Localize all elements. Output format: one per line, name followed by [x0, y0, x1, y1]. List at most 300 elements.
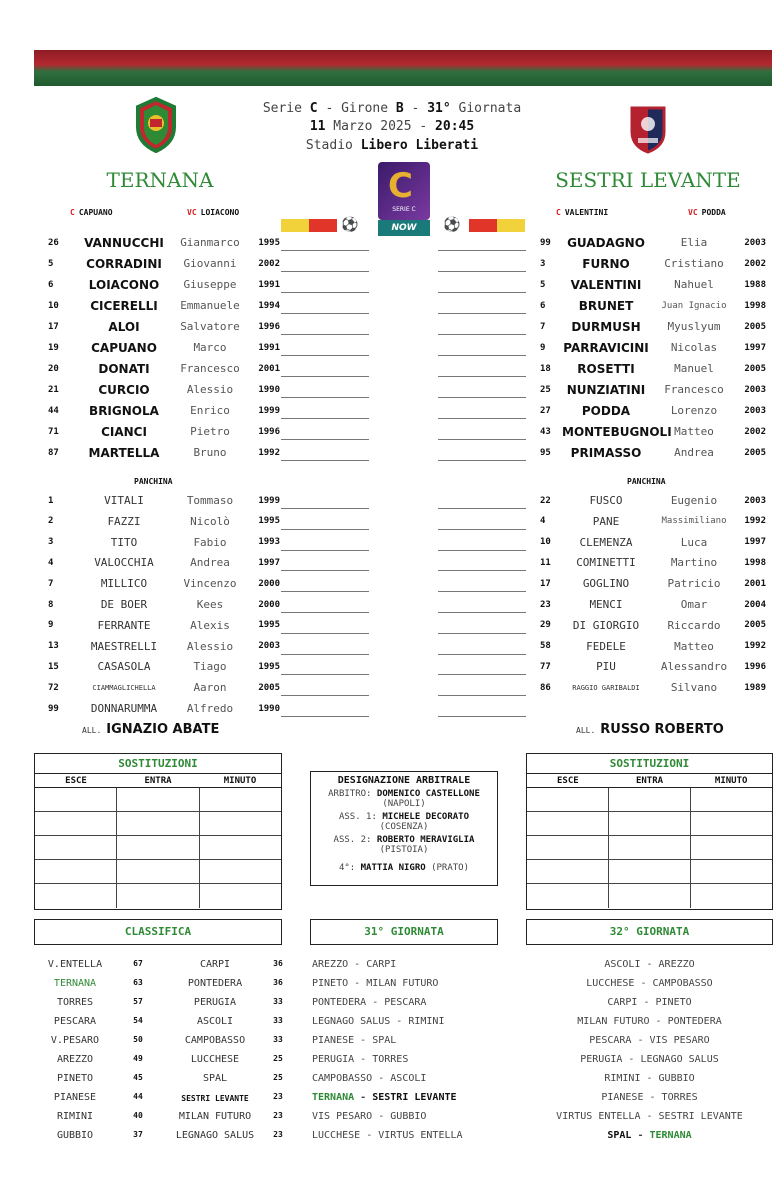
player-birth-year: 1992: [258, 447, 280, 458]
entry-line[interactable]: [438, 633, 526, 634]
team-name: GUBBIO: [56, 1130, 94, 1141]
player-number: 18: [540, 363, 551, 374]
player-surname: GUADAGNO: [567, 235, 645, 250]
player-row: [540, 573, 766, 594]
round-32-header: 32° GIORNATA: [526, 919, 773, 945]
referee-title: DESIGNAZIONE ARBITRALE: [337, 775, 471, 786]
entry-line[interactable]: [438, 439, 526, 440]
player-first-name: Alessandro: [660, 660, 728, 674]
player-number: 99: [48, 703, 59, 714]
fixture-away: AREZZO: [658, 959, 695, 970]
player-number: 3: [540, 258, 546, 269]
player-surname: PRIMASSO: [570, 445, 642, 460]
entry-line[interactable]: [438, 570, 526, 571]
team-points: 25: [273, 1073, 283, 1082]
fixture-away: TORRES: [661, 1092, 698, 1103]
entry-line[interactable]: [438, 591, 526, 592]
referee-main: ARBITRO: DOMENICO CASTELLONE: [328, 789, 480, 799]
team-points: 63: [133, 978, 143, 987]
player-first-name: Emmanuele: [180, 299, 240, 312]
player-row: [48, 253, 280, 274]
fixture-home: MILAN FUTURO: [577, 1016, 650, 1027]
player-first-name: Tiago: [193, 660, 227, 674]
entry-line[interactable]: [438, 418, 526, 419]
player-number: 20: [48, 363, 59, 374]
match-date: 11 Marzo 2025 - 20:45: [309, 119, 475, 134]
player-row: [48, 379, 280, 400]
player-surname: MAESTRELLI: [90, 639, 158, 653]
team-points: 33: [273, 997, 283, 1006]
fixture-away: CAMPOBASSO: [652, 978, 713, 989]
player-birth-year: 1989: [744, 682, 766, 693]
column-header-out: ESCE: [556, 776, 579, 786]
team-points: 45: [133, 1073, 143, 1082]
player-birth-year: 1990: [258, 384, 280, 395]
substitution-row[interactable]: [35, 860, 281, 884]
player-row: [540, 253, 766, 274]
standings-row: [40, 1016, 292, 1027]
player-surname: FUSCO: [589, 494, 623, 507]
player-first-name: Cristiano: [664, 257, 724, 270]
fixture-separator: -: [360, 1130, 379, 1141]
fixture-away: SESTRI LEVANTE: [372, 1092, 457, 1103]
entry-line[interactable]: [281, 612, 369, 613]
team-points: 40: [133, 1111, 143, 1120]
entry-line[interactable]: [281, 591, 369, 592]
away-substitutions-table: [526, 753, 773, 910]
entry-line[interactable]: [438, 695, 526, 696]
fixture-row: [312, 1092, 457, 1103]
player-row: [48, 295, 280, 316]
player-birth-year: 2000: [258, 578, 280, 589]
entry-line[interactable]: [281, 334, 369, 335]
fixture-separator: -: [643, 1092, 662, 1103]
player-first-name: Giuseppe: [183, 278, 237, 291]
player-first-name: Alfredo: [186, 702, 234, 715]
entry-line[interactable]: [281, 529, 369, 530]
entry-line[interactable]: [281, 716, 369, 717]
player-row: [540, 295, 766, 316]
player-birth-year: 1999: [258, 405, 280, 416]
player-first-name: Andrea: [190, 556, 230, 570]
entry-line[interactable]: [438, 376, 526, 377]
player-surname: CIANCI: [101, 424, 147, 439]
team-name: RIMINI: [56, 1111, 94, 1122]
player-number: 71: [48, 426, 59, 437]
player-number: 8: [48, 599, 54, 610]
player-number: 21: [48, 384, 59, 395]
player-row: [48, 636, 280, 657]
fixture-separator: -: [390, 1016, 409, 1027]
player-surname: FERRANTE: [97, 618, 151, 632]
player-birth-year: 2004: [744, 599, 766, 610]
fixture-home: TERNANA: [312, 1092, 355, 1103]
referee-main-city: (NAPOLI): [382, 799, 426, 809]
player-number: 7: [48, 578, 54, 589]
player-surname: BRIGNOLA: [89, 403, 159, 418]
entry-line[interactable]: [281, 695, 369, 696]
player-row: [48, 490, 280, 511]
player-surname: CORRADINI: [86, 256, 162, 271]
player-birth-year: 1998: [744, 557, 766, 568]
serie-c-logo: C SERIE C NOW: [378, 162, 430, 236]
player-number: 10: [540, 537, 551, 548]
player-surname: ROSETTI: [577, 361, 635, 376]
team-points: 50: [133, 1035, 143, 1044]
entry-line[interactable]: [281, 418, 369, 419]
player-first-name: Matteo: [674, 425, 714, 438]
fixture-row: [526, 959, 773, 970]
player-row: [540, 316, 766, 337]
player-birth-year: 2005: [744, 620, 766, 631]
entry-line[interactable]: [281, 550, 369, 551]
match-venue: Stadio Libero Liberati: [305, 138, 479, 153]
fixture-home: RIMINI: [604, 1073, 641, 1084]
entry-line[interactable]: [281, 674, 369, 675]
player-number: 17: [540, 578, 551, 589]
substitution-row[interactable]: [35, 884, 281, 908]
entry-line[interactable]: [281, 460, 369, 461]
player-surname: PODDA: [581, 403, 631, 418]
player-row: [48, 573, 280, 594]
entry-line[interactable]: [438, 250, 526, 251]
player-birth-year: 2003: [258, 641, 280, 652]
player-surname: FAZZI: [107, 514, 141, 528]
player-first-name: Salvatore: [180, 320, 240, 333]
player-first-name: Tommaso: [186, 494, 234, 507]
player-row: [540, 636, 766, 657]
home-bench-label: PANCHINA: [134, 477, 173, 486]
standings-row: [40, 978, 292, 989]
assistant-2-city: (PISTOIA): [379, 845, 429, 855]
substitution-row[interactable]: [35, 788, 281, 812]
player-number: 25: [540, 384, 551, 395]
player-row: [540, 232, 766, 253]
referee-designation: [310, 771, 498, 886]
player-birth-year: 1990: [258, 703, 280, 714]
player-row: [540, 400, 766, 421]
player-row: [48, 400, 280, 421]
player-row: [48, 274, 280, 295]
substitution-row[interactable]: [527, 836, 772, 860]
home-vice-captain: VC LOIACONO: [187, 208, 240, 217]
fixture-row: [312, 1016, 444, 1027]
player-first-name: Enrico: [190, 404, 230, 417]
player-birth-year: 1995: [258, 516, 280, 527]
team-points: 49: [133, 1054, 143, 1063]
fixture-home: PIANESE: [312, 1035, 355, 1046]
team-points: 44: [133, 1092, 143, 1101]
player-birth-year: 2005: [258, 682, 280, 693]
substitution-row[interactable]: [35, 836, 281, 860]
player-birth-year: 2002: [258, 258, 280, 269]
team-name: LUCCHESE: [190, 1054, 240, 1065]
entry-line[interactable]: [281, 292, 369, 293]
entry-line[interactable]: [438, 508, 526, 509]
player-number: 7: [540, 321, 546, 332]
fixture-home: PERUGIA: [580, 1054, 623, 1065]
fixture-separator: -: [354, 1092, 373, 1103]
entry-line[interactable]: [281, 376, 369, 377]
fixture-away: TORRES: [372, 1054, 409, 1065]
red-card-icon: [469, 219, 497, 232]
player-surname: PANE: [592, 514, 620, 528]
fixture-row: [312, 1111, 426, 1122]
entry-line[interactable]: [438, 654, 526, 655]
player-surname: COMINETTI: [576, 556, 636, 570]
player-number: 15: [48, 661, 59, 672]
fixture-row: [526, 1035, 773, 1046]
standings-row: [40, 1073, 292, 1084]
player-number: 3: [48, 537, 54, 548]
player-row: [540, 379, 766, 400]
fixture-home: PINETO: [312, 978, 349, 989]
entry-line[interactable]: [281, 313, 369, 314]
player-first-name: Riccardo: [667, 618, 721, 632]
player-number: 13: [48, 641, 59, 652]
substitution-row[interactable]: [35, 812, 281, 836]
player-surname: CICERELLI: [90, 298, 158, 313]
team-name: LEGNAGO SALUS: [175, 1130, 255, 1141]
entry-line[interactable]: [438, 292, 526, 293]
player-number: 86: [540, 682, 551, 693]
player-birth-year: 1998: [744, 300, 766, 311]
player-number: 5: [48, 258, 54, 269]
substitution-row[interactable]: [527, 788, 772, 812]
entry-line[interactable]: [438, 674, 526, 675]
fixture-away: TERNANA: [649, 1130, 692, 1141]
player-number: 44: [48, 405, 59, 416]
team-name: PESCARA: [53, 1016, 97, 1027]
player-number: 19: [48, 342, 59, 353]
fixture-separator: -: [348, 978, 367, 989]
team-points: 23: [273, 1111, 283, 1120]
player-row: [540, 442, 766, 463]
player-birth-year: 1996: [744, 661, 766, 672]
player-birth-year: 2005: [744, 447, 766, 458]
player-surname: VALOCCHIA: [94, 556, 154, 570]
fixture-home: PESCARA: [589, 1035, 632, 1046]
entry-line[interactable]: [281, 271, 369, 272]
fixture-separator: -: [640, 1073, 659, 1084]
player-row: [540, 337, 766, 358]
player-birth-year: 2003: [744, 405, 766, 416]
away-vice-captain: VC PODDA: [688, 208, 726, 217]
player-birth-year: 1991: [258, 342, 280, 353]
player-number: 43: [540, 426, 551, 437]
player-surname: VALENTINI: [570, 277, 642, 292]
entry-line[interactable]: [281, 250, 369, 251]
player-surname: PIU: [596, 660, 616, 674]
player-birth-year: 1999: [258, 495, 280, 506]
player-first-name: Nahuel: [674, 278, 714, 291]
fixture-separator: -: [622, 1054, 641, 1065]
home-captain: C CAPUANO: [70, 208, 113, 217]
standings-row: [40, 1054, 292, 1065]
fixture-row: [526, 1092, 773, 1103]
entry-line[interactable]: [438, 313, 526, 314]
fixture-away: LEGNAGO SALUS: [640, 1054, 719, 1065]
player-number: 9: [48, 620, 54, 631]
player-surname: LOIACONO: [88, 277, 160, 292]
player-number: 87: [48, 447, 59, 458]
fixture-home: LUCCHESE: [312, 1130, 361, 1141]
player-surname: MILLICO: [100, 577, 148, 591]
entry-line[interactable]: [438, 529, 526, 530]
player-number: 27: [540, 405, 551, 416]
red-card-icon: [309, 219, 337, 232]
entry-line[interactable]: [438, 334, 526, 335]
fixture-row: [312, 997, 426, 1008]
player-first-name: Vincenzo: [183, 577, 237, 591]
team-points: 25: [273, 1054, 283, 1063]
fixture-home: AREZZO: [312, 959, 349, 970]
substitution-row[interactable]: [527, 812, 772, 836]
substitution-row[interactable]: [527, 884, 772, 908]
player-first-name: Elia: [680, 236, 708, 249]
team-points: 37: [133, 1130, 143, 1139]
entry-line[interactable]: [281, 508, 369, 509]
fixture-home: ASCOLI: [604, 959, 641, 970]
column-header-in: ENTRA: [635, 776, 664, 786]
player-first-name: Andrea: [674, 446, 714, 459]
player-first-name: Bruno: [193, 446, 227, 459]
home-substitutions-table: [34, 753, 282, 910]
player-birth-year: 1997: [744, 537, 766, 548]
player-birth-year: 1992: [744, 641, 766, 652]
player-surname: DONATI: [98, 361, 150, 376]
player-surname: CLEMENZA: [579, 535, 633, 549]
player-number: 95: [540, 447, 551, 458]
entry-line[interactable]: [281, 654, 369, 655]
standings-row: [40, 997, 292, 1008]
player-number: 4: [540, 516, 546, 527]
substitutions-title: SOSTITUZIONI: [527, 754, 772, 774]
team-points: 23: [273, 1130, 283, 1139]
player-row: [48, 615, 280, 636]
fixture-row: [312, 959, 396, 970]
ball-icon: ⚽: [341, 217, 359, 233]
player-first-name: Nicolò: [190, 514, 230, 528]
player-first-name: Omar: [680, 598, 708, 611]
player-birth-year: 2002: [744, 258, 766, 269]
player-number: 9: [540, 342, 546, 353]
fixture-separator: -: [366, 997, 385, 1008]
entry-line[interactable]: [281, 397, 369, 398]
team-points: 67: [133, 959, 143, 968]
player-number: 11: [540, 557, 551, 568]
entry-line[interactable]: [438, 550, 526, 551]
player-birth-year: 2005: [744, 363, 766, 374]
player-birth-year: 2003: [744, 495, 766, 506]
team-points: 36: [273, 978, 283, 987]
player-first-name: Massimiliano: [661, 516, 727, 527]
team-name: PIANESE: [53, 1092, 97, 1103]
fixture-separator: -: [631, 1035, 650, 1046]
player-row: [48, 594, 280, 615]
team-points: 36: [273, 959, 283, 968]
round-31-header: 31° GIORNATA: [310, 919, 498, 945]
player-surname: MONTEBUGNOLI: [562, 424, 672, 439]
fixture-away: VIS PESARO: [649, 1035, 710, 1046]
entry-line[interactable]: [281, 633, 369, 634]
player-first-name: Pietro: [190, 425, 230, 438]
entry-line[interactable]: [438, 716, 526, 717]
entry-line[interactable]: [281, 439, 369, 440]
entry-line[interactable]: [281, 355, 369, 356]
player-number: 22: [540, 495, 551, 506]
entry-line[interactable]: [438, 612, 526, 613]
fixture-separator: -: [640, 1111, 659, 1122]
fixture-separator: -: [354, 1035, 373, 1046]
player-birth-year: 2002: [744, 426, 766, 437]
fixture-separator: -: [640, 959, 659, 970]
player-row: [540, 532, 766, 553]
player-surname: FURNO: [582, 256, 630, 271]
team-name: V.PESARO: [50, 1035, 100, 1046]
player-birth-year: 2003: [744, 384, 766, 395]
fixture-away: GUBBIO: [390, 1111, 427, 1122]
player-first-name: Kees: [196, 598, 224, 611]
fixture-row: [312, 1054, 408, 1065]
ternana-crest-icon: [134, 97, 178, 153]
player-number: 58: [540, 641, 551, 652]
player-surname: NUNZIATINI: [566, 382, 646, 397]
entry-line[interactable]: [281, 570, 369, 571]
player-number: 26: [48, 237, 59, 248]
player-number: 6: [48, 279, 54, 290]
player-row: [48, 677, 280, 698]
player-surname: DI GIORGIO: [572, 618, 640, 632]
player-first-name: Martino: [670, 556, 718, 570]
column-header-minute: MINUTO: [714, 776, 748, 786]
player-surname: CASASOLA: [97, 660, 151, 674]
player-first-name: Gianmarco: [180, 236, 240, 249]
fixture-home: LUCCHESE: [586, 978, 635, 989]
header-band: [34, 50, 772, 86]
entry-line[interactable]: [438, 460, 526, 461]
fixture-row: [526, 1016, 773, 1027]
player-first-name: Fabio: [193, 535, 227, 549]
team-name: SPAL: [202, 1073, 228, 1084]
team-name: SESTRI LEVANTE: [181, 1094, 249, 1103]
entry-line[interactable]: [438, 355, 526, 356]
away-bench-label: PANCHINA: [627, 477, 666, 486]
player-number: 6: [540, 300, 546, 311]
column-header-in: ENTRA: [144, 776, 172, 786]
player-surname: VITALI: [104, 494, 144, 507]
entry-line[interactable]: [438, 271, 526, 272]
player-first-name: Silvano: [670, 681, 718, 695]
column-header-minute: MINUTO: [223, 776, 257, 786]
player-first-name: Francesco: [664, 383, 724, 396]
player-number: 2: [48, 516, 54, 527]
yellow-card-icon: [497, 219, 525, 232]
substitution-row[interactable]: [527, 860, 772, 884]
player-birth-year: 2003: [744, 237, 766, 248]
fixture-away: GUBBIO: [658, 1073, 695, 1084]
player-number: 10: [48, 300, 59, 311]
player-row: [48, 656, 280, 677]
fixture-home: LEGNAGO SALUS: [312, 1016, 391, 1027]
player-surname: MENCI: [589, 598, 623, 611]
standings-row: [40, 1035, 292, 1046]
player-first-name: Patricio: [667, 577, 721, 591]
home-team-name: TERNANA: [106, 168, 214, 192]
team-name: PERUGIA: [193, 997, 237, 1008]
player-birth-year: 2001: [258, 363, 280, 374]
entry-line[interactable]: [438, 397, 526, 398]
